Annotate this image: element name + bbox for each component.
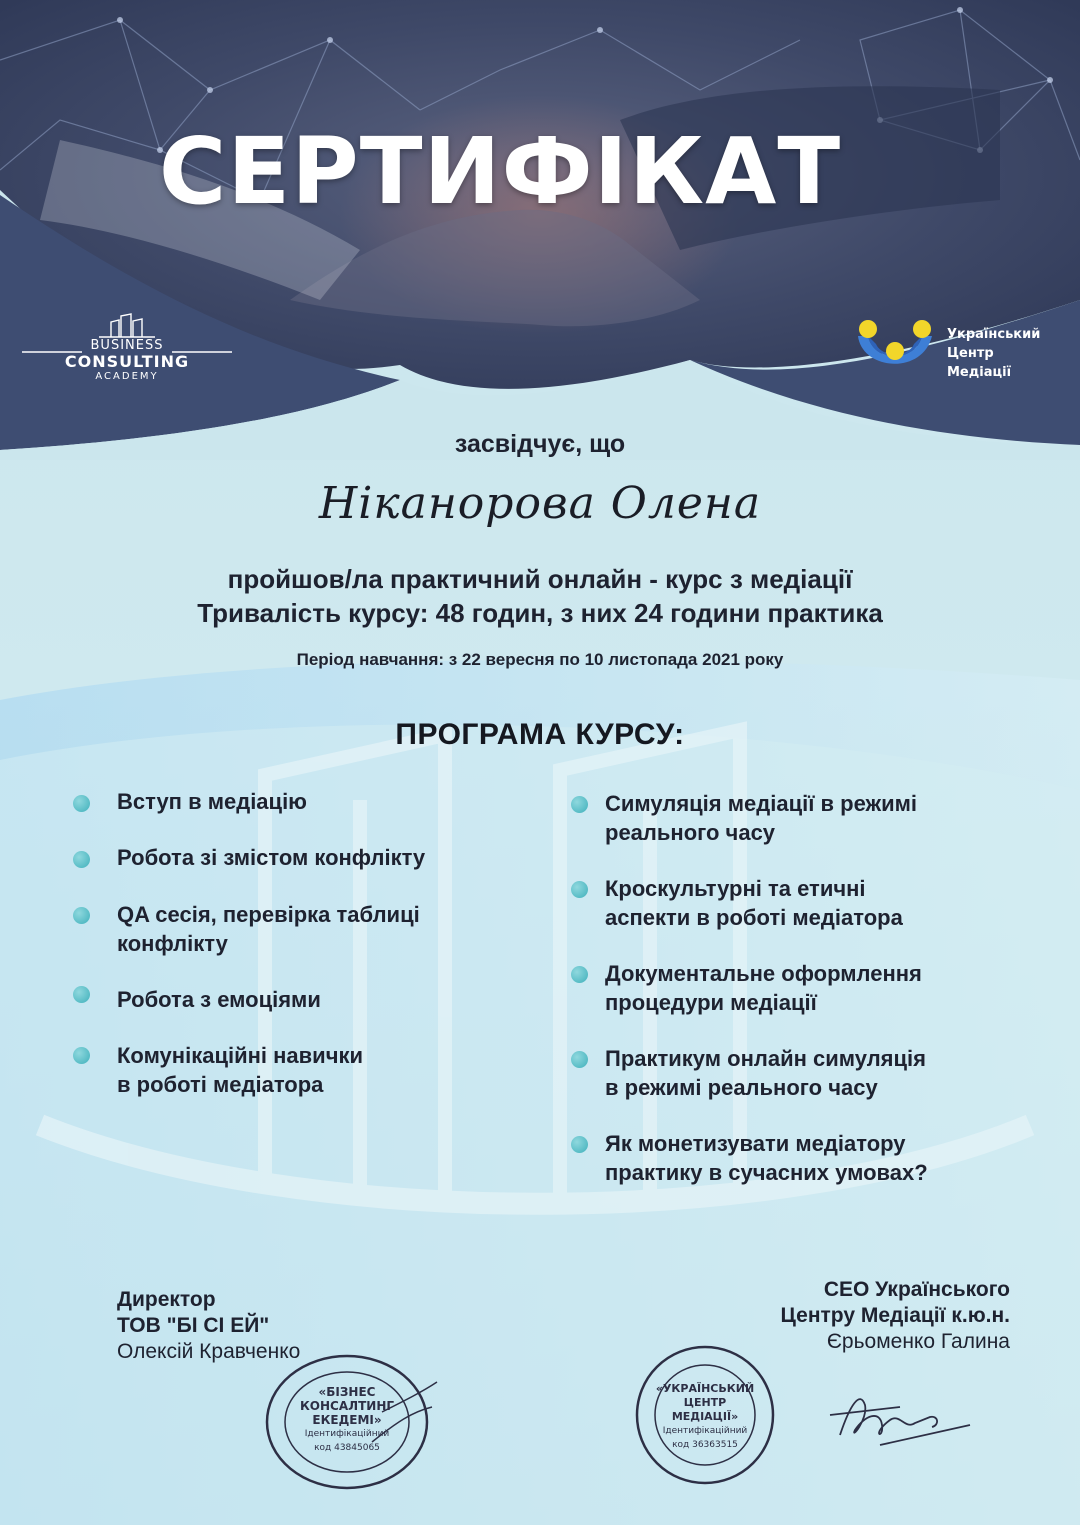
program-item-right-5: [605, 1129, 928, 1187]
stamp-line: Ідентифікаційний: [662, 1426, 748, 1436]
logo-line-consulting: CONSULTING: [64, 352, 190, 371]
stamp-line: код 43845065: [314, 1443, 380, 1453]
certifies-text: засвідчує, що: [454, 430, 626, 458]
program-item-right-2: [605, 874, 903, 932]
bullet-icon: [73, 986, 90, 1003]
stamp-line: «БІЗНЕС: [318, 1385, 376, 1399]
period-line: Період навчання: з 22 вересня по 10 листопада 2021 року: [296, 650, 784, 669]
bullet-icon: [571, 1051, 588, 1068]
stamp-line: ЦЕНТР: [683, 1396, 727, 1409]
certificate-title: СЕРТИФІКАТ: [158, 118, 842, 225]
program-title: ПРОГРАМА КУРСУ:: [395, 718, 685, 751]
bullet-icon: [571, 881, 588, 898]
program-item-left-2: [117, 843, 425, 872]
bullet-icon: [73, 1047, 90, 1064]
item-line: Комунікаційні навички: [117, 1043, 363, 1068]
item-line: конфлікту: [117, 931, 228, 956]
mediation-center-logo-text: [947, 325, 1040, 382]
mediation-logo-line3: Медіації: [947, 365, 1012, 380]
right-stamp-text: [655, 1382, 755, 1452]
stamp-line: МЕДІАЦІЇ»: [671, 1410, 739, 1423]
stamp-line: КОНСАЛТИНГ: [299, 1399, 395, 1413]
item-line: Робота зі змістом конфлікту: [117, 845, 426, 870]
stamp-line: ЕКЕДЕМІ»: [312, 1413, 382, 1427]
item-line: реального часу: [605, 820, 776, 845]
program-item-left-1: [117, 787, 307, 816]
item-line: QA сесія, перевірка таблиці: [117, 902, 420, 927]
bullet-icon: [73, 851, 90, 868]
program-item-left-5: [117, 1041, 363, 1099]
item-line: в режимі реального часу: [605, 1075, 878, 1100]
right-signer-org: Центру Медіації к.ю.н.: [780, 1304, 1010, 1327]
item-line: Робота з емоціями: [117, 987, 321, 1012]
item-line: в роботі медіатора: [117, 1072, 324, 1097]
item-line: Як монетизувати медіатору: [605, 1131, 906, 1156]
right-signature-block: [700, 1277, 1010, 1355]
program-item-right-1: [605, 789, 917, 847]
right-signer-name: Єрьоменко Галина: [826, 1330, 1010, 1353]
mediation-logo-line1: Український: [947, 327, 1041, 342]
logo-divider-line: [22, 350, 232, 354]
logo-line-business: BUSINESS: [90, 338, 164, 353]
bullet-icon: [571, 1136, 588, 1153]
left-signature-block: [117, 1287, 300, 1365]
program-item-left-4: [117, 985, 321, 1014]
handwritten-signature: [820, 1385, 980, 1455]
stamp-line: «УКРАЇНСЬКИЙ: [655, 1382, 755, 1395]
bullet-icon: [73, 907, 90, 924]
logo-line-academy: ACADEMY: [95, 371, 159, 382]
item-line: Симуляція медіації в режимі: [605, 791, 918, 816]
left-signer-name: Олексій Кравченко: [117, 1340, 301, 1363]
mediation-logo-line2: Центр: [947, 346, 994, 361]
program-item-right-3: [605, 959, 922, 1017]
mediation-center-logo-icon: [852, 318, 938, 384]
item-line: аспекти в роботі медіатора: [605, 905, 903, 930]
stamp-line: код 36363515: [672, 1440, 738, 1450]
item-line: Кроскультурні та етичні: [605, 876, 866, 901]
item-line: практику в сучасних умовах?: [605, 1160, 928, 1185]
item-line: Вступ в медіацію: [117, 789, 307, 814]
course-line: пройшов/ла практичний онлайн - курс з медіації: [227, 564, 853, 594]
program-item-left-3: [117, 900, 420, 958]
right-signer-role: СЕО Українського: [823, 1278, 1010, 1301]
business-consulting-academy-logo: [22, 312, 232, 382]
item-line: Практикум онлайн симуляція: [605, 1046, 926, 1071]
bullet-icon: [571, 966, 588, 983]
bullet-icon: [571, 796, 588, 813]
stamp-line: Ідентифікаційний: [304, 1429, 390, 1439]
left-stamp-text: [292, 1385, 402, 1455]
program-item-right-4: [605, 1044, 926, 1102]
left-signer-role: Директор: [117, 1288, 216, 1311]
recipient-name: Ніканорова Олена: [318, 478, 762, 529]
buildings-icon: [97, 312, 157, 338]
item-line: Документальне оформлення: [605, 961, 922, 986]
bullet-icon: [73, 795, 90, 812]
item-line: процедури медіації: [605, 990, 817, 1015]
duration-line: Тривалість курсу: 48 годин, з них 24 години практика: [197, 598, 883, 628]
left-signer-org: ТОВ "БІ СІ ЕЙ": [117, 1314, 270, 1337]
